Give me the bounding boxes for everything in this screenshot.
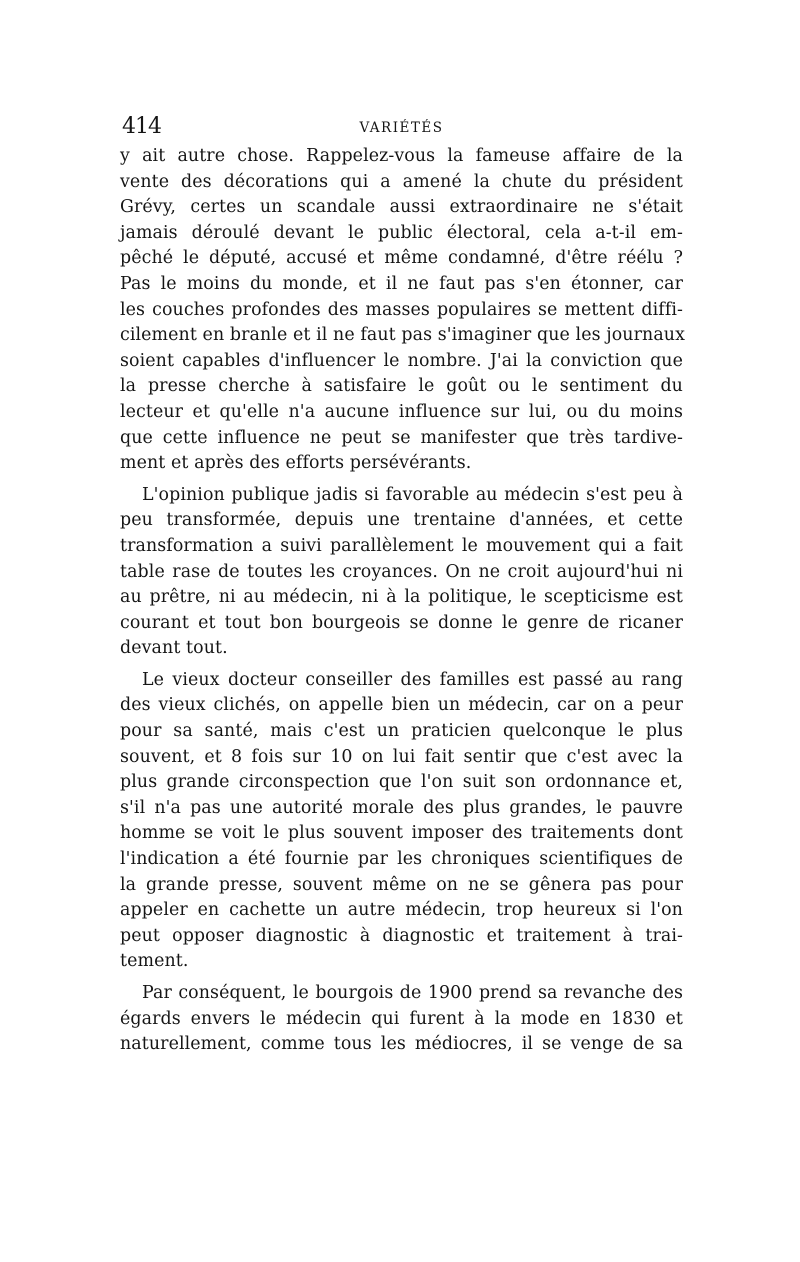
text-line: Grévy, certes un scandale aussi extraordinaire ne s'était [120, 197, 683, 218]
text-line: transformation a suivi parallèlement le mouvement qui a fait [120, 535, 683, 556]
text-line: soient capables d'influencer le nombre. J'ai la conviction que [120, 350, 683, 371]
text-line: tement. [120, 951, 189, 972]
text-line: table rase de toutes les croyances. On ne croit aujourd'hui ni [120, 561, 683, 582]
text-line: Par conséquent, le bourgois de 1900 prend sa revanche des [142, 983, 683, 1003]
text-line: la grande presse, souvent même on ne se gênera pas pour [120, 874, 683, 895]
paragraph-2 [120, 483, 683, 662]
text-line: plus grande circonspection que l'on suit son ordonnance et, [120, 772, 683, 793]
paragraph-4 [120, 981, 683, 1058]
text-line: au prêtre, ni au médecin, ni à la politique, le scepticisme est [120, 587, 683, 608]
text-line: pour sa santé, mais c'est un praticien quelconque le plus [120, 721, 683, 742]
text-line: peu transformée, depuis une trentaine d'années, et cette [120, 510, 683, 531]
text-line: courant et tout bon bourgeois se donne le genre de ricaner [120, 612, 683, 633]
text-line: les couches profondes des masses populaires se mettent diffi- [120, 299, 683, 320]
text-line: devant tout. [120, 638, 228, 659]
paragraph-3 [120, 668, 683, 975]
page-number: 414 [122, 114, 161, 139]
text-line: l'indication a été fournie par les chroniques scientifiques de [120, 849, 683, 870]
text-line: L'opinion publique jadis si favorable au médecin s'est peu à [142, 484, 683, 505]
text-line: Le vieux docteur conseiller des familles est passé au rang [142, 669, 683, 690]
text-line: naturellement, comme tous les médiocres, il se venge de sa [120, 1034, 683, 1055]
text-line: pêché le député, accusé et même condamné, d'être réélu ? [120, 248, 683, 269]
text-line: jamais déroulé devant le public électoral, cela a-t-il em- [120, 222, 683, 243]
text-line: ment et après des efforts persévérants. [120, 453, 472, 474]
text-line: homme se voit le plus souvent imposer des traitements dont [120, 823, 683, 844]
text-line: cilement en branle et il ne faut pas s'imaginer que les journaux [120, 325, 685, 346]
paragraph-1 [120, 144, 683, 477]
text-line: des vieux clichés, on appelle bien un médecin, car on a peur [120, 695, 683, 716]
page-header [120, 108, 683, 144]
text-line: que cette influence ne peut se manifester que très tardive- [120, 427, 683, 448]
text-line: égards envers le médecin qui furent à la mode en 1830 et [120, 1008, 683, 1029]
book-page [120, 108, 683, 1058]
text-line: s'il n'a pas une autorité morale des plus grandes, le pauvre [120, 797, 683, 818]
text-line: peut opposer diagnostic à diagnostic et traitement à trai- [120, 925, 683, 946]
text-line: lecteur et qu'elle n'a aucune influence sur lui, ou du moins [120, 401, 683, 422]
text-line: Pas le moins du monde, et il ne faut pas s'en étonner, car [120, 273, 683, 294]
text-line: la presse cherche à satisfaire le goût ou le sentiment du [120, 376, 683, 397]
text-line: appeler en cachette un autre médecin, trop heureux si l'on [120, 900, 683, 921]
text-line: y ait autre chose. Rappelez-vous la fameuse affaire de la [120, 146, 683, 166]
text-line: vente des décorations qui a amené la chute du président [120, 171, 683, 192]
running-title: VARIÉTÉS [359, 120, 444, 136]
text-line: souvent, et 8 fois sur 10 on lui fait sentir que c'est avec la [120, 746, 683, 767]
body-text [120, 144, 683, 1058]
